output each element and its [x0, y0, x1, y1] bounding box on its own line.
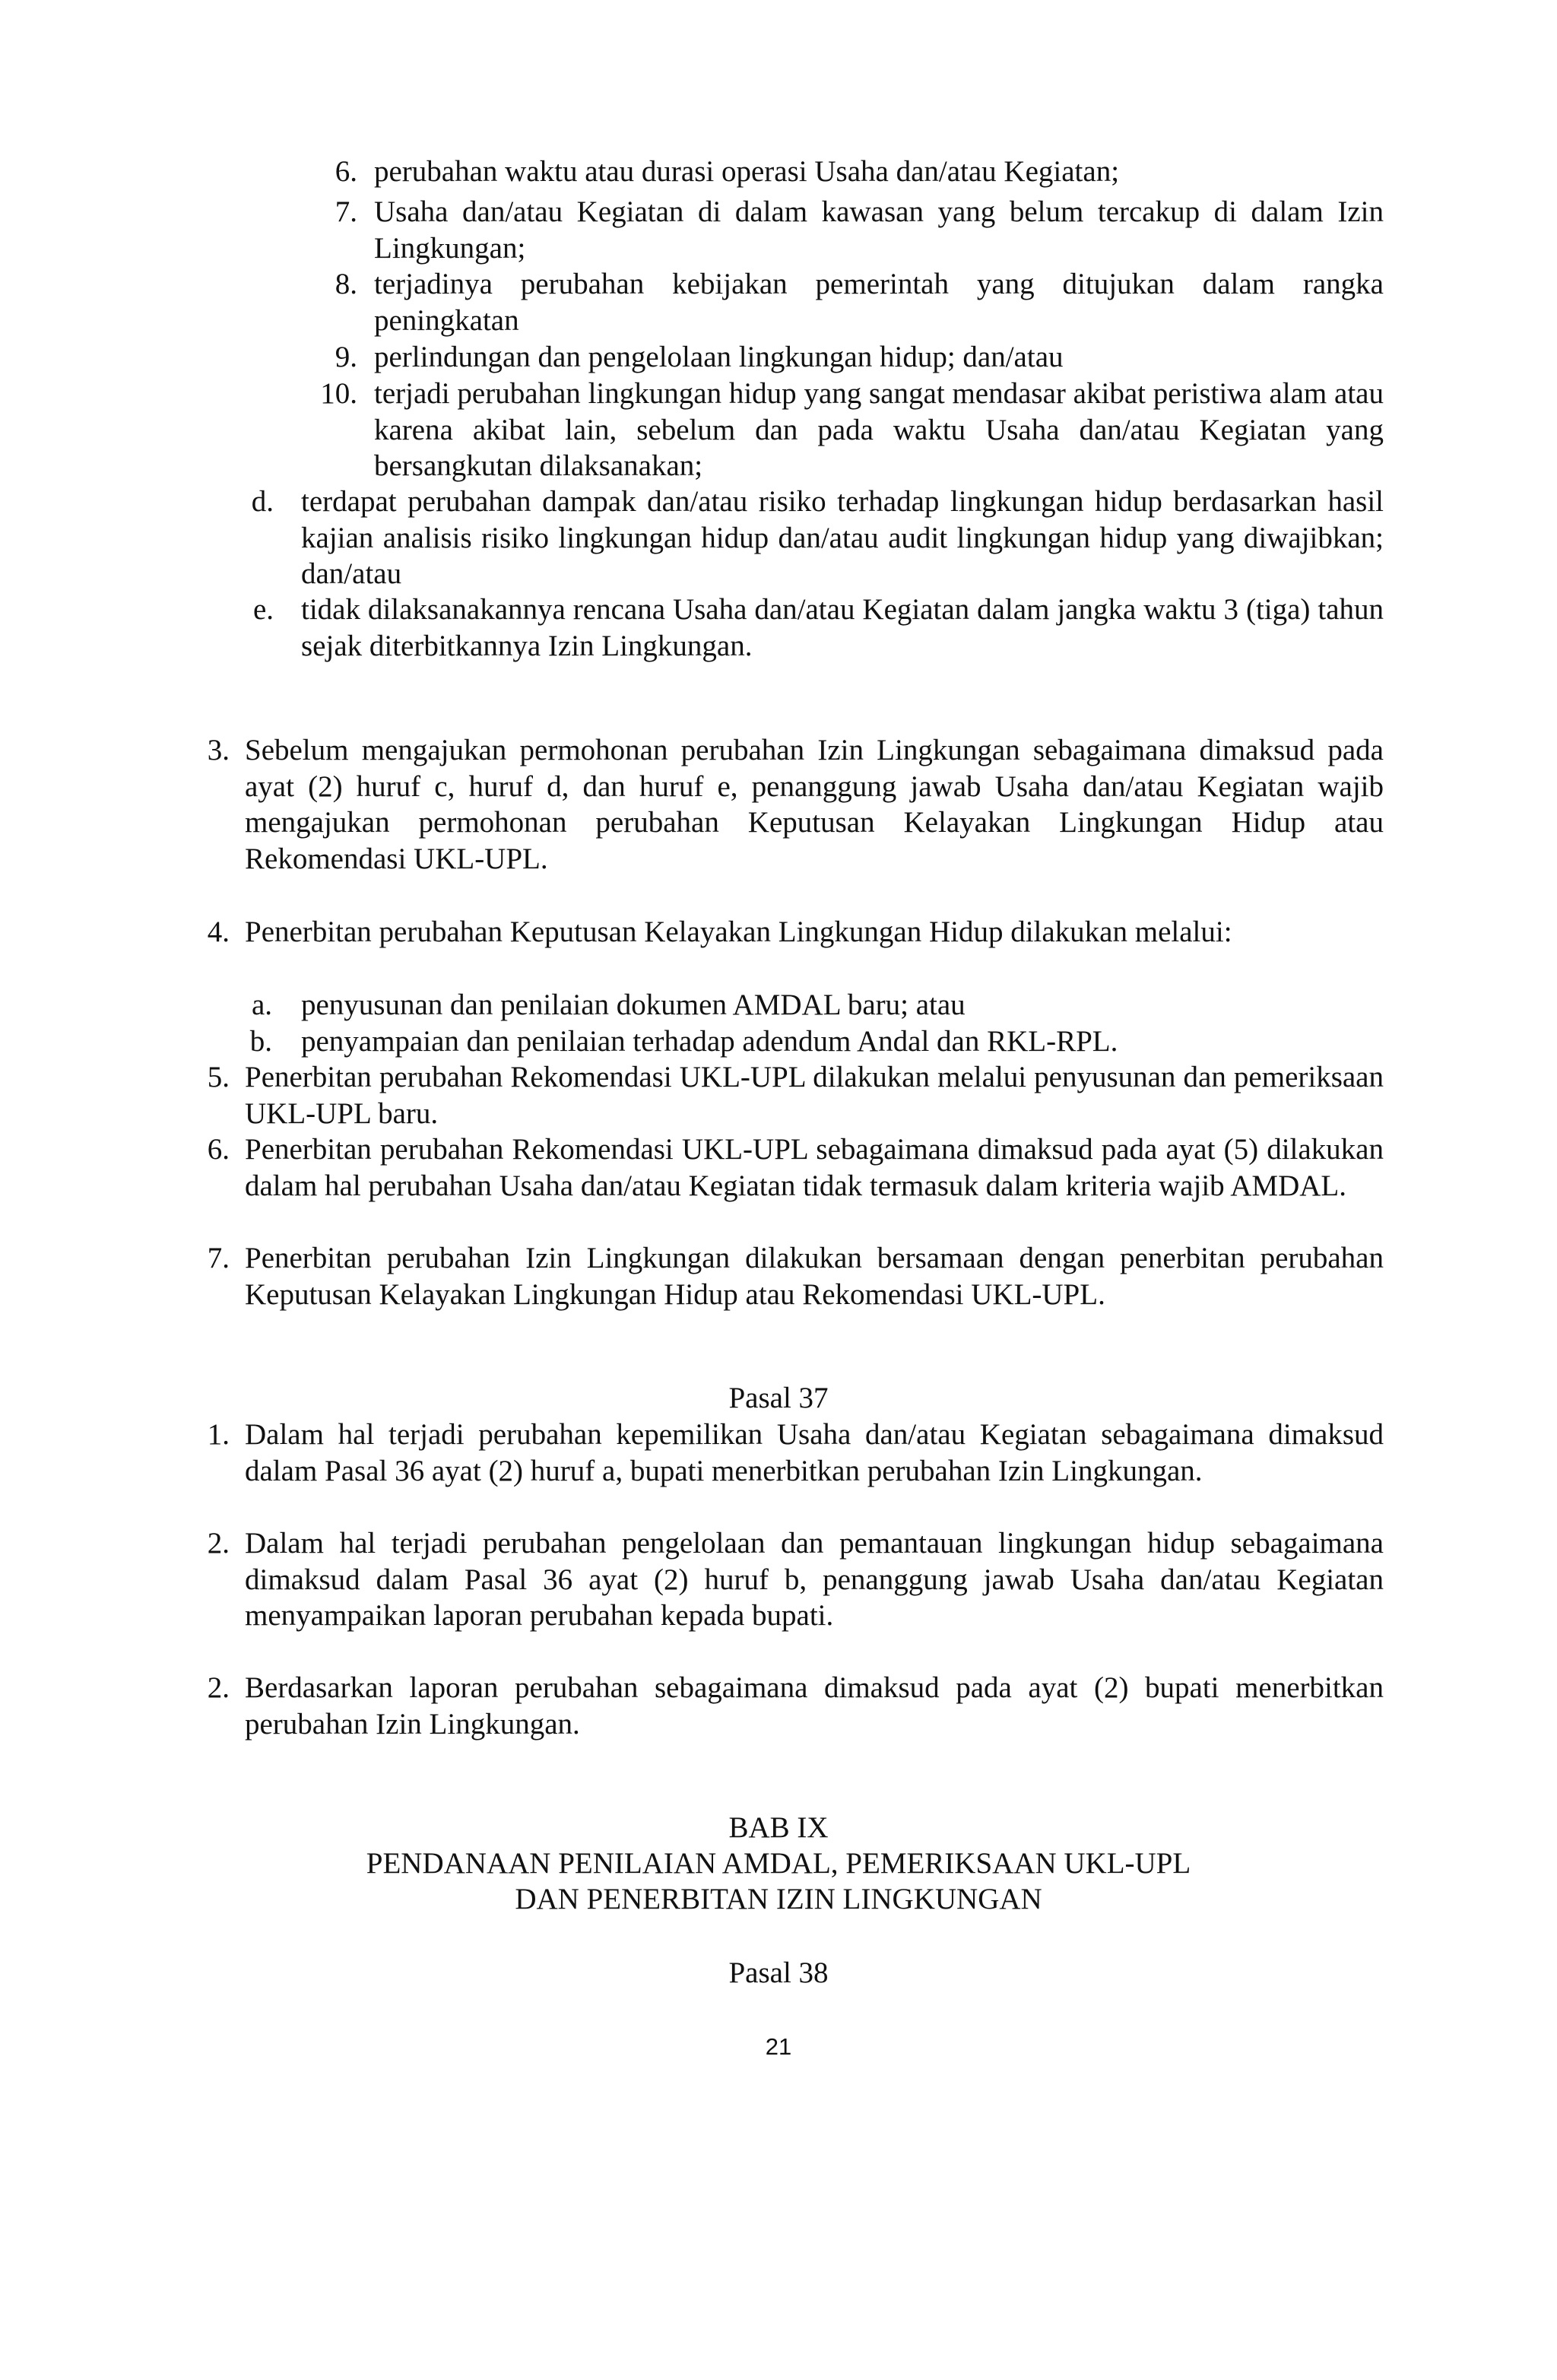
list-item [242, 484, 1384, 592]
list-item-text: Penerbitan perubahan Rekomendasi UKL-UPL dilakukan melalui penyusunan dan pemeriksaan UKL-UPL baru. [245, 1061, 1384, 1130]
list-item-text: Dalam hal terjadi perubahan pengelolaan dan pemantauan lingkungan hidup sebagaimana dimaksud dalam Pasal 36 ayat (2) huruf b, penanggung jawab Usaha dan/atau Kegiatan menyampaikan laporan perubahan kepada bupati. [245, 1527, 1384, 1632]
list-item-text: terdapat perubahan dampak dan/atau risiko terhadap lingkungan hidup berdasarkan hasil kajian analisis risiko lingkungan hidup dan/atau audit lingkungan hidup yang diwajibkan; dan/atau [301, 485, 1384, 590]
list-item [175, 732, 1384, 877]
list-item-letter: b. [249, 1025, 272, 1058]
list-item [304, 376, 1384, 484]
list-item-text: penyusunan dan penilaian dokumen AMDAL baru; atau [301, 988, 966, 1021]
section-heading: Pasal 37 [728, 1382, 829, 1414]
list-item [175, 1417, 1384, 1489]
list-item-number: 1. [207, 1418, 230, 1451]
list-item-letter: a. [251, 988, 272, 1021]
list-item-text: perlindungan dan pengelolaan lingkungan hidup; dan/atau [374, 341, 1064, 373]
section-heading: Pasal 38 [728, 1956, 829, 1989]
list-item [175, 1240, 1384, 1312]
list-item-letter: d. [251, 485, 274, 518]
list-item-text: penyampaian dan penilaian terhadap adendum Andal dan RKL-RPL. [301, 1025, 1118, 1058]
list-item-number: 6. [207, 1133, 230, 1166]
list-item-text: terjadi perubahan lingkungan hidup yang sangat mendasar akibat peristiwa alam atau karena akibat lain, sebelum dan pada waktu Usaha dan/atau Kegiatan yang bersangkutan dilaksanakan; [374, 377, 1384, 482]
list-item [304, 194, 1384, 266]
sub-list-item [242, 987, 1384, 1023]
list-item-number: 2. [207, 1527, 230, 1560]
list-item-number: 10. [320, 377, 357, 410]
list-item-number: 2. [207, 1671, 230, 1704]
list-item-number: 9. [335, 341, 357, 373]
list-item [175, 1670, 1384, 1742]
list-item [175, 914, 1384, 950]
list-item-number: 4. [207, 916, 230, 948]
list-item-text: tidak dilaksanakannya rencana Usaha dan/atau Kegiatan dalam jangka waktu 3 (tiga) tahun sejak diterbitkannya Izin Lingkungan. [301, 593, 1384, 662]
list-item-number: 5. [207, 1061, 230, 1093]
list-item-number: 7. [207, 1242, 230, 1274]
list-item [304, 339, 1384, 376]
list-item-text: Dalam hal terjadi perubahan kepemilikan Usaha dan/atau Kegiatan sebagaimana dimaksud dalam Pasal 36 ayat (2) huruf a, bupati menerbitkan perubahan Izin Lingkungan. [245, 1418, 1384, 1487]
list-item-text: Sebelum mengajukan permohonan perubahan Izin Lingkungan sebagaimana dimaksud pada ayat (2) huruf c, huruf d, dan huruf e, penanggung jawab Usaha dan/atau Kegiatan wajib mengajukan permohonan perubahan Keputusan Kelayakan Lingkungan Hidup atau Rekomendasi UKL-UPL. [245, 734, 1384, 875]
list-item-text: terjadinya perubahan kebijakan pemerintah yang ditujukan dalam rangka peningkatan [374, 268, 1384, 337]
list-item-number: 7. [335, 195, 357, 228]
list-item-text: Usaha dan/atau Kegiatan di dalam kawasan yang belum tercakup di dalam Izin Lingkungan; [374, 195, 1384, 265]
list-item [175, 1131, 1384, 1204]
list-item-number: 8. [335, 268, 357, 300]
list-item [304, 154, 1384, 190]
list-item [175, 1059, 1384, 1131]
list-item [175, 1525, 1384, 1634]
list-item-letter: e. [252, 593, 274, 626]
chapter-title: BAB IX [728, 1811, 829, 1844]
list-item [242, 592, 1384, 664]
list-item-text: Penerbitan perubahan Rekomendasi UKL-UPL sebagaimana dimaksud pada ayat (5) dilakukan dalam hal perubahan Usaha dan/atau Kegiatan tidak termasuk dalam kriteria wajib AMDAL. [245, 1133, 1384, 1202]
chapter-subtitle: PENDANAAN PENILAIAN AMDAL, PEMERIKSAAN UKL-UPL [366, 1847, 1191, 1880]
list-item-number: 6. [335, 155, 357, 188]
list-item [304, 266, 1384, 338]
sub-list-item [242, 1023, 1384, 1060]
list-item-text: Berdasarkan laporan perubahan sebagaimana dimaksud pada ayat (2) bupati menerbitkan perubahan Izin Lingkungan. [245, 1671, 1384, 1741]
chapter-subtitle: DAN PENERBITAN IZIN LINGKUNGAN [515, 1883, 1042, 1915]
list-item-number: 3. [207, 734, 230, 766]
list-item-text: perubahan waktu atau durasi operasi Usaha dan/atau Kegiatan; [374, 155, 1120, 188]
list-item-text: Penerbitan perubahan Keputusan Kelayakan Lingkungan Hidup dilakukan melalui: [245, 916, 1232, 948]
list-item-text: Penerbitan perubahan Izin Lingkungan dilakukan bersamaan dengan penerbitan perubahan Keputusan Kelayakan Lingkungan Hidup atau Rekomendasi UKL-UPL. [245, 1242, 1384, 1311]
page-number: 21 [765, 2033, 792, 2060]
